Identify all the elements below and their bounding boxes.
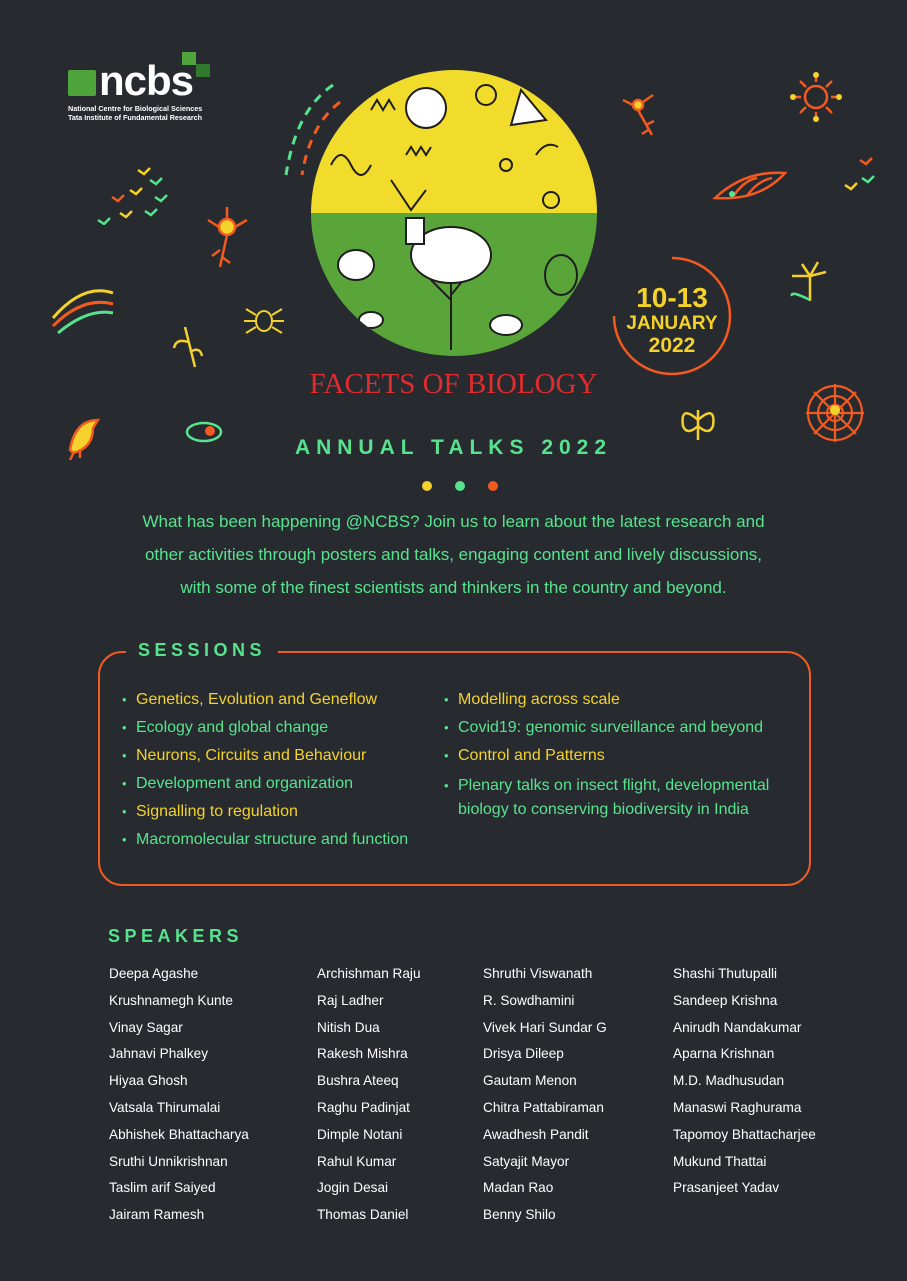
logo-wordmark: ncbs — [99, 57, 194, 104]
session-item: • Control and Patterns — [444, 746, 794, 766]
worm-squiggle-icon — [48, 288, 118, 336]
speaker-name: Krushnamegh Kunte — [109, 992, 233, 1008]
doodle-art-icon — [311, 70, 597, 356]
speakers-column-3 — [483, 964, 607, 1232]
intro-paragraph — [90, 505, 817, 604]
fish-leaf-icon — [712, 168, 787, 208]
speaker-name: Madan Rao — [483, 1180, 554, 1196]
speaker-name: Archishman Raju — [317, 966, 421, 981]
speaker-name: Vinay Sagar — [109, 1019, 183, 1035]
speaker-name: Thomas Daniel — [317, 1207, 409, 1223]
session-item: • Ecology and global change — [122, 718, 442, 738]
speaker-name: Jairam Ramesh — [109, 1207, 205, 1223]
session-item: • Development and organization — [122, 774, 442, 794]
event-date — [610, 283, 734, 357]
speaker-name: Vivek Hari Sundar G — [483, 1019, 607, 1035]
speaker-name: Sruthi Unnikrishnan — [109, 1153, 228, 1169]
speaker-name: Dimple Notani — [317, 1126, 403, 1142]
speaker-name: Rahul Kumar — [317, 1153, 397, 1169]
speakers-column-4 — [673, 964, 816, 1205]
session-item: • Plenary talks on insect flight, developmental biology to conserving biodiversity in India — [444, 774, 794, 822]
speaker-name: Awadhesh Pandit — [483, 1126, 589, 1142]
speaker-name: Taslim arif Saiyed — [109, 1180, 216, 1196]
session-item: • Genetics, Evolution and Geneflow — [122, 690, 442, 710]
speakers-heading: SPEAKERS — [108, 926, 244, 946]
speaker-name: Manaswi Raghurama — [673, 1099, 802, 1115]
speaker-name: Abhishek Bhattacharya — [109, 1126, 249, 1142]
logo-subtitle-2: Tata Institute of Fundamental Research — [68, 113, 203, 122]
speaker-name: Satyajit Mayor — [483, 1153, 570, 1169]
bug-icon — [243, 305, 285, 337]
speaker-name: Jogin Desai — [317, 1180, 389, 1196]
speaker-name: Anirudh Nandakumar — [673, 1019, 802, 1035]
intro-line: with some of the finest scientists and thinkers in the country and beyond. — [180, 578, 727, 597]
dot-orange-icon — [488, 481, 498, 491]
speaker-name: Chitra Pattabiraman — [483, 1099, 604, 1115]
speaker-name: Raghu Padinjat — [317, 1099, 410, 1115]
date-year: 2022 — [648, 334, 696, 357]
neuron-small-icon — [620, 90, 665, 140]
session-item: • Covid19: genomic surveillance and beyond — [444, 718, 794, 738]
dot-green-icon — [455, 481, 465, 491]
speaker-name: Nitish Dua — [317, 1019, 380, 1035]
speaker-name: Drisya Dileep — [483, 1046, 564, 1062]
intro-line: other activities through posters and talks, engaging content and lively discussions, — [144, 545, 763, 564]
speaker-name: Deepa Agashe — [109, 966, 199, 981]
speaker-name: Rakesh Mishra — [317, 1046, 408, 1062]
logo-subtitle-1: National Centre for Biological Sciences — [68, 104, 203, 113]
speaker-name: Benny Shilo — [483, 1207, 556, 1223]
sun-virus-icon — [790, 72, 842, 122]
speaker-name: Aparna Krishnan — [673, 1046, 775, 1062]
session-item: • Modelling across scale — [444, 690, 794, 710]
speaker-name: Tapomoy Bhattacharjee — [673, 1126, 816, 1142]
speakers-column-2 — [317, 964, 421, 1232]
speaker-name: M.D. Madhusudan — [673, 1073, 785, 1089]
sessions-list-right — [444, 690, 794, 830]
speaker-name: Mukund Thattai — [673, 1153, 767, 1169]
speakers-column-1 — [109, 964, 249, 1232]
date-month: JANUARY — [626, 313, 718, 334]
plant-icon — [170, 322, 205, 370]
intro-line: What has been happening @NCBS? Join us to learn about the latest research and — [142, 512, 765, 531]
speaker-name: Raj Ladher — [317, 992, 384, 1008]
dot-yellow-icon — [422, 481, 432, 491]
logo-square-icon — [196, 64, 210, 77]
date-range: 10-13 — [636, 282, 708, 313]
session-item: • Macromolecular structure and function — [122, 830, 442, 850]
speaker-name: Vatsala Thirumalai — [109, 1099, 221, 1115]
ncbs-logo — [68, 50, 213, 125]
event-subtitle: ANNUAL TALKS 2022 — [294, 436, 613, 459]
speaker-name: Shashi Thutupalli — [673, 966, 778, 981]
sessions-list-left — [122, 690, 442, 858]
session-item: • Neurons, Circuits and Behaviour — [122, 746, 442, 766]
sessions-heading: SESSIONS — [126, 640, 278, 661]
speaker-name: Hiyaa Ghosh — [109, 1073, 188, 1089]
speaker-name: Sandeep Krishna — [673, 992, 778, 1008]
speaker-name: Prasanjeet Yadav — [673, 1180, 780, 1196]
birds-small-icon — [842, 155, 877, 197]
session-item: • Signalling to regulation — [122, 802, 442, 822]
flower-icon — [786, 258, 832, 304]
birds-icon — [90, 165, 175, 225]
speaker-name: Bushra Ateeq — [317, 1073, 399, 1089]
neuron-icon — [205, 205, 250, 270]
speaker-name: R. Sowdhamini — [483, 992, 575, 1008]
speaker-name: Shruthi Viswanath — [483, 966, 593, 981]
biology-illustration-circle — [311, 70, 597, 356]
speaker-name: Gautam Menon — [483, 1073, 577, 1089]
event-title: FACETS OF BIOLOGY — [309, 368, 598, 400]
speaker-name: Jahnavi Phalkey — [109, 1046, 208, 1062]
leaf-logo-icon — [68, 70, 96, 96]
